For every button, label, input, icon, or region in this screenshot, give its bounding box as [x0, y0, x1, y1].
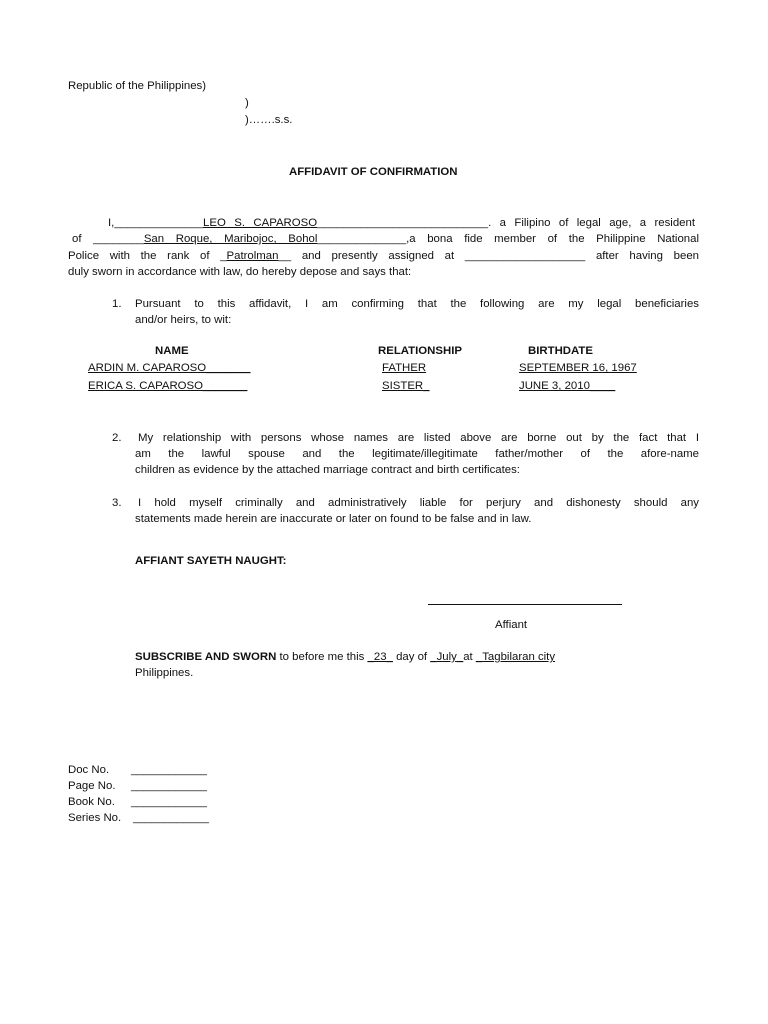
sworn-line-1 — [135, 651, 555, 663]
month-pad-b: _ — [456, 651, 464, 663]
month-pad-a: _ — [430, 651, 437, 663]
intro-prefix: I, — [108, 217, 115, 229]
sworn-month: July — [436, 651, 457, 663]
row-1-birthdate: SEPTEMBER 16, 1967 — [519, 362, 637, 374]
item-3-line-2: statements made herein are inaccurate or later on found to be false and in law. — [135, 513, 532, 525]
intro-line-1-suffix: . a Filipino of legal age, a resident — [488, 217, 695, 229]
document-title: AFFIDAVIT OF CONFIRMATION — [289, 166, 458, 178]
affiant-sayeth-naught: AFFIANT SAYETH NAUGHT: — [135, 555, 287, 567]
name-blank-b: ___________________________ — [317, 217, 489, 229]
sworn-text-c: at — [463, 651, 473, 663]
intro-of: of — [72, 233, 82, 245]
intro-line-3 — [68, 250, 699, 262]
rank-value: Patrolman — [226, 250, 279, 262]
row-2-name: ERICA S. CAPAROSO — [88, 380, 203, 392]
header-birthdate: BIRTHDATE — [528, 345, 593, 357]
assigned-text: and presently assigned at — [301, 250, 455, 262]
header-name: NAME — [155, 345, 189, 357]
notary-doc-label: Doc No. — [68, 764, 110, 776]
item-1-line-1: Pursuant to this affidavit, I am confirming that the following are my legal beneficiaries — [135, 298, 699, 310]
row-2-relationship: SISTER — [382, 380, 424, 392]
notary-book-blank: ____________ — [131, 796, 208, 808]
venue-line-2: ) — [245, 97, 249, 109]
row-2-birthdate-cell — [519, 380, 615, 392]
item-3-number: 3. — [112, 497, 122, 509]
notary-book — [68, 796, 115, 808]
rank-blank-b: __ — [278, 250, 292, 262]
item-1-line-2: and/or heirs, to wit: — [135, 314, 232, 326]
notary-doc-blank: ____________ — [131, 764, 208, 776]
affiant-label: Affiant — [495, 619, 528, 631]
notary-book-label: Book No. — [68, 796, 115, 808]
intro-line-2 — [72, 233, 699, 245]
day-pad-a: _ — [367, 651, 374, 663]
place-pad: _ — [475, 651, 483, 663]
day-pad-b: _ — [386, 651, 393, 663]
address-blank-b: ______________ — [317, 233, 407, 245]
item-2-line-2: am the lawful spouse and the legitimate/illegitimate father/mother of the afore-name — [135, 448, 699, 460]
sworn-line-2: Philippines. — [135, 667, 194, 679]
name-blank-a: ______________ — [114, 217, 204, 229]
header-relationship: RELATIONSHIP — [378, 345, 462, 357]
notary-page-blank: ____________ — [131, 780, 208, 792]
item-2-line-1: My relationship with persons whose names are listed above are borne out by the fact that I — [138, 432, 699, 444]
row-2-birthdate: JUNE 3, 2010 — [519, 380, 590, 392]
notary-series-label: Series No. — [68, 812, 122, 824]
row-1-name: ARDIN M. CAPAROSO — [88, 362, 207, 374]
sworn-text-b: day of — [396, 651, 428, 663]
notary-doc — [68, 764, 109, 776]
row-1-birthdate-cell — [519, 362, 637, 374]
notary-page — [68, 780, 116, 792]
address-blank-a: ________ — [93, 233, 144, 245]
intro-line-1 — [108, 217, 695, 229]
venue-line-1: Republic of the Philippines) — [68, 80, 207, 92]
item-3-line-1: I hold myself criminally and administratively liable for perjury and dishonesty should any — [138, 497, 699, 509]
sworn-bold: SUBSCRIBE AND SWORN — [135, 651, 277, 663]
item-1-number: 1. — [112, 298, 122, 310]
item-2-number: 2. — [112, 432, 122, 444]
affiant-name: LEO S. CAPAROSO — [203, 217, 318, 229]
row-2-relationship-pad: _ — [423, 380, 430, 392]
rank-blank-a: _ — [220, 250, 227, 262]
notary-series — [68, 812, 121, 824]
row-2-name-pad: _______ — [203, 380, 248, 392]
rank-prefix: Police with the rank of — [68, 250, 210, 262]
affiant-address: San Roque, Maribojoc, Bohol — [143, 233, 318, 245]
row-1-name-pad: _______ — [206, 362, 251, 374]
intro-line-2-suffix: ,a bona fide member of the Philippine National — [406, 233, 699, 245]
item-2-line-3: children as evidence by the attached marriage contract and birth certificates: — [135, 464, 520, 476]
venue-line-3: )…….s.s. — [245, 114, 293, 126]
sworn-place: Tagbilaran city — [482, 651, 556, 663]
table-row — [88, 380, 247, 392]
sworn-text-a: to before me this — [279, 651, 365, 663]
sworn-day: 23 — [373, 651, 387, 663]
notary-series-blank: ____________ — [133, 812, 210, 824]
notary-page-label: Page No. — [68, 780, 116, 792]
row-2-relationship-cell — [382, 380, 430, 392]
row-1-relationship: FATHER — [382, 362, 427, 374]
affiant-signature-line — [428, 604, 622, 605]
intro-line-3-suffix: after having been — [595, 250, 699, 262]
table-row — [88, 362, 251, 374]
intro-line-4: duly sworn in accordance with law, do hereby depose and says that: — [68, 266, 412, 278]
row-2-birthdate-pad: ____ — [589, 380, 616, 392]
row-1-relationship-cell — [382, 362, 426, 374]
assigned-blank: ___________________ — [464, 250, 586, 262]
